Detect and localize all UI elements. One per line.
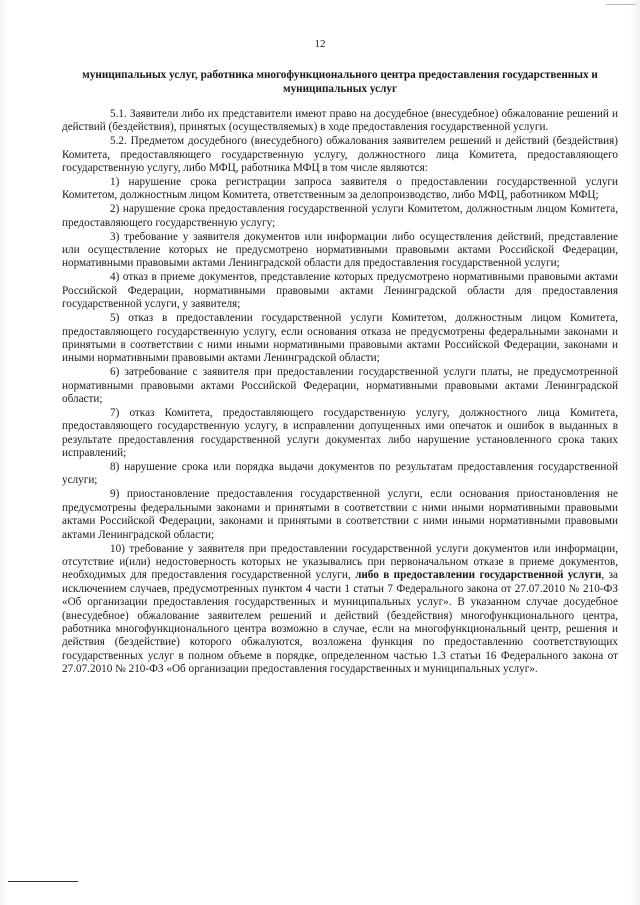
section-heading: муниципальных услуг, работника многофункционального центра предоставления государственных и муниципальных услуг bbox=[82, 69, 598, 95]
footnote-rule bbox=[8, 881, 78, 882]
list-item-8: 8) нарушение срока или порядка выдачи документов по результатам предоставления государственной услуги; bbox=[62, 461, 618, 487]
list-item-2: 2) нарушение срока предоставления государственной услуги Комитетом, должностным лицом Комитета, предоставляющего государственную услугу; bbox=[62, 203, 618, 229]
list-item-10-part1: 10) требование у заявителя при предоставлении государственной услуги документов или информации, отсутствие и(или) недостоверность которых не указывались при первоначальном отказе в приеме документов, необходимых для предоставления государственной услуги, bbox=[62, 542, 618, 582]
list-item-10-part2: , за исключением случаев, предусмотренных пунктом 4 части 1 статьи 7 Федерального закона от 27.07.2010 № 210-ФЗ «Об организации предоставления государственных и муниципальных услуг». В указанном случае досудебное (внесудебное) обжалование заявителем решений и действий (бездействия) многофункционального центра, работника многофункционального центра возможно в случае, если на многофункциональный центр, решения и действия (бездействие) которого обжалуются, возложена функция по предоставлению соответствующих государственных услуг в полном объеме в порядке, определенном частью 1.3 статьи 16 Федерального закона от 27.07.2010 № 210-ФЗ «Об организации предоставления государственных и муниципальных услуг». bbox=[62, 569, 618, 676]
list-item-5: 5) отказ в предоставлении государственной услуги Комитетом, должностным лицом Комитета, предоставляющего государственную услугу, если основания отказа не предусмотрены федеральными законами и принятыми в соответствии с ними иными нормативными правовыми актами Российской Федерации, законами и иными нормативными правовыми актами Ленинградской области; bbox=[62, 312, 618, 365]
document-body bbox=[62, 108, 618, 677]
list-item-1: 1) нарушение срока регистрации запроса заявителя о предоставлении государственной услуги Комитетом, должностным лицом Комитета, ответственным за делопроизводство, либо МФЦ, работником МФЦ; bbox=[62, 176, 618, 202]
list-item-10 bbox=[62, 543, 618, 677]
list-item-10-bold: либо в предоставлении государственной услуги bbox=[355, 569, 602, 582]
list-item-6: 6) затребование с заявителя при предоставлении государственной услуги платы, не предусмотренной нормативными правовыми актами Российской Федерации, нормативными правовыми актами Ленинградской области; bbox=[62, 366, 618, 406]
list-item-3: 3) требование у заявителя документов или информации либо осуществления действий, представление или осуществление которых не предусмотрено нормативными правовыми актами Российской Федерации, нормативными правовыми актами Ленинградской области для предоставления государственной услуги; bbox=[62, 230, 618, 270]
scan-edge-mark bbox=[606, 4, 636, 5]
list-item-9: 9) приостановление предоставления государственной услуги, если основания приостановления не предусмотрены федеральными законами и принятыми в соответствии с ними иными нормативными правовыми актами Российской Федерации, законами и принятыми в соответствии с ними иными нормативными правовыми актами Ленинградской области; bbox=[62, 488, 618, 541]
list-item-7: 7) отказ Комитета, предоставляющего государственную услугу, должностного лица Комитета, предоставляющего государственную услугу, в исправлении допущенных ими опечаток и ошибок в выданных в результате предоставления государственной услуги документах либо нарушение установленного срока таких исправлений; bbox=[62, 406, 618, 460]
paragraph-5-2: 5.2. Предметом досудебного (внесудебного) обжалования заявителем решений и действий (бездействия) Комитета, предоставляющего государственную услугу, должностного лица Комитета, предоставляющего государственную услугу, либо МФЦ, работника МФЦ в том числе являются: bbox=[62, 135, 618, 175]
paragraph-5-1: 5.1. Заявители либо их представители имеют право на досудебное (внесудебное) обжалование решений и действий (бездействия), принятых (осуществляемых) в ходе предоставления государственной услуги. bbox=[62, 108, 618, 134]
page-number: 12 bbox=[314, 38, 326, 50]
list-item-4: 4) отказ в приеме документов, представление которых предусмотрено нормативными правовыми актами Российской Федерации, нормативными правовыми актами Ленинградской области для предоставления государственной услуги, у заявителя; bbox=[62, 271, 618, 311]
